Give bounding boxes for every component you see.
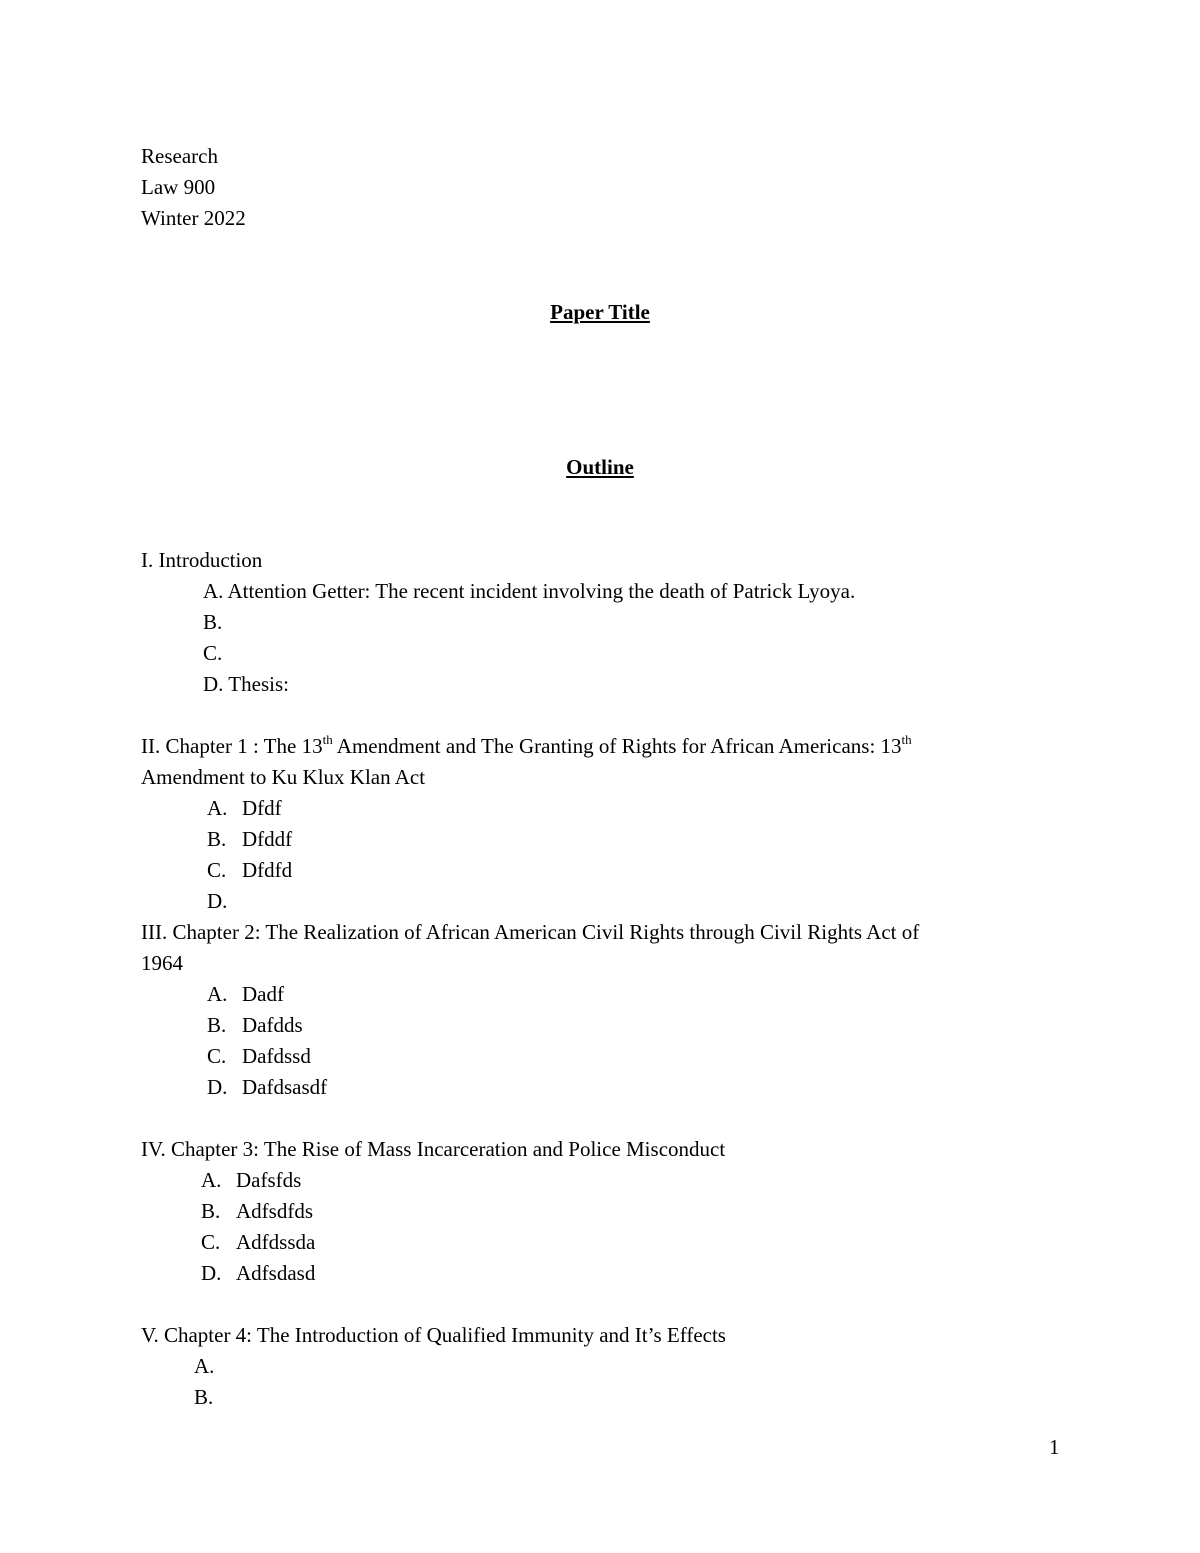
outline-section-chapter-3 [141, 1134, 1041, 1289]
list-item [141, 979, 1041, 1010]
item-text: Dafdds [242, 1013, 303, 1037]
item-text: Adfsdfds [236, 1199, 313, 1223]
heading-text: Amendment and The Granting of Rights for African Americans: 13 [332, 734, 902, 758]
list-item [141, 1072, 1041, 1103]
paper-title: Paper Title [550, 300, 650, 324]
list-item [141, 607, 1041, 638]
item-marker: C. [207, 1044, 227, 1068]
list-item [141, 1165, 1041, 1196]
list-item [141, 1196, 1041, 1227]
list-item [141, 855, 1041, 886]
header-course-type: Research [141, 144, 218, 168]
list-item [141, 576, 1041, 607]
item-marker: A. [203, 579, 224, 603]
heading-text: 1964 [141, 951, 183, 975]
list-item [141, 886, 1041, 917]
item-text: Attention Getter: The recent incident involving the death of Patrick Lyoya. [223, 579, 856, 603]
item-text: Dadf [242, 982, 284, 1006]
item-text: Dafsfds [236, 1168, 302, 1192]
list-item [141, 1382, 1041, 1413]
outline-body [141, 545, 1041, 1413]
header-term: Winter 2022 [141, 206, 246, 230]
item-marker: C. [203, 641, 223, 665]
list-item [141, 1041, 1041, 1072]
section-heading: IV. Chapter 3: The Rise of Mass Incarceration and Police Misconduct [141, 1137, 726, 1161]
section-heading [141, 731, 1041, 793]
list-item [141, 1351, 1041, 1382]
outline-section-chapter-1 [141, 731, 1041, 917]
item-marker: B. [203, 610, 223, 634]
page-number: 1 [1049, 1435, 1060, 1459]
list-item [141, 1010, 1041, 1041]
superscript: th [901, 732, 912, 747]
item-text: Adfdssda [236, 1230, 316, 1254]
item-marker: A. [207, 796, 228, 820]
heading-text: Amendment to Ku Klux Klan Act [141, 765, 426, 789]
item-text: Dafdsasdf [242, 1075, 328, 1099]
outline-section-chapter-4 [141, 1320, 1041, 1413]
item-marker: B. [201, 1199, 221, 1223]
document-header [141, 141, 246, 234]
outline-title: Outline [566, 455, 634, 479]
superscript: th [322, 732, 333, 747]
list-item [141, 824, 1041, 855]
item-text: Dfdfd [242, 858, 293, 882]
list-item [141, 669, 1041, 700]
item-marker: D. [203, 672, 224, 696]
section-heading [141, 917, 1041, 979]
outline-section-chapter-2 [141, 917, 1041, 1103]
item-marker: C. [207, 858, 227, 882]
item-marker: A. [194, 1354, 215, 1378]
item-marker: A. [201, 1168, 222, 1192]
item-marker: D. [201, 1261, 222, 1285]
heading-text: II. Chapter 1 : The 13 [141, 734, 323, 758]
section-heading: I. Introduction [141, 548, 263, 572]
item-text: Dafdssd [242, 1044, 311, 1068]
item-marker: B. [207, 827, 227, 851]
item-marker: B. [207, 1013, 227, 1037]
section-heading: V. Chapter 4: The Introduction of Qualified Immunity and It’s Effects [141, 1323, 726, 1347]
list-item [141, 638, 1041, 669]
item-text: Dfddf [242, 827, 293, 851]
item-text: Dfdf [242, 796, 282, 820]
list-item [141, 1227, 1041, 1258]
item-text: Thesis: [223, 672, 289, 696]
item-marker: A. [207, 982, 228, 1006]
heading-text: III. Chapter 2: The Realization of African American Civil Rights through Civil Rights Act of [141, 920, 920, 944]
list-item [141, 793, 1041, 824]
item-marker: C. [201, 1230, 221, 1254]
item-marker: D. [207, 889, 228, 913]
outline-section-introduction [141, 545, 1041, 700]
list-item [141, 1258, 1041, 1289]
item-marker: D. [207, 1075, 228, 1099]
item-text: Adfsdasd [236, 1261, 316, 1285]
item-marker: B. [194, 1385, 214, 1409]
header-course-number: Law 900 [141, 175, 216, 199]
